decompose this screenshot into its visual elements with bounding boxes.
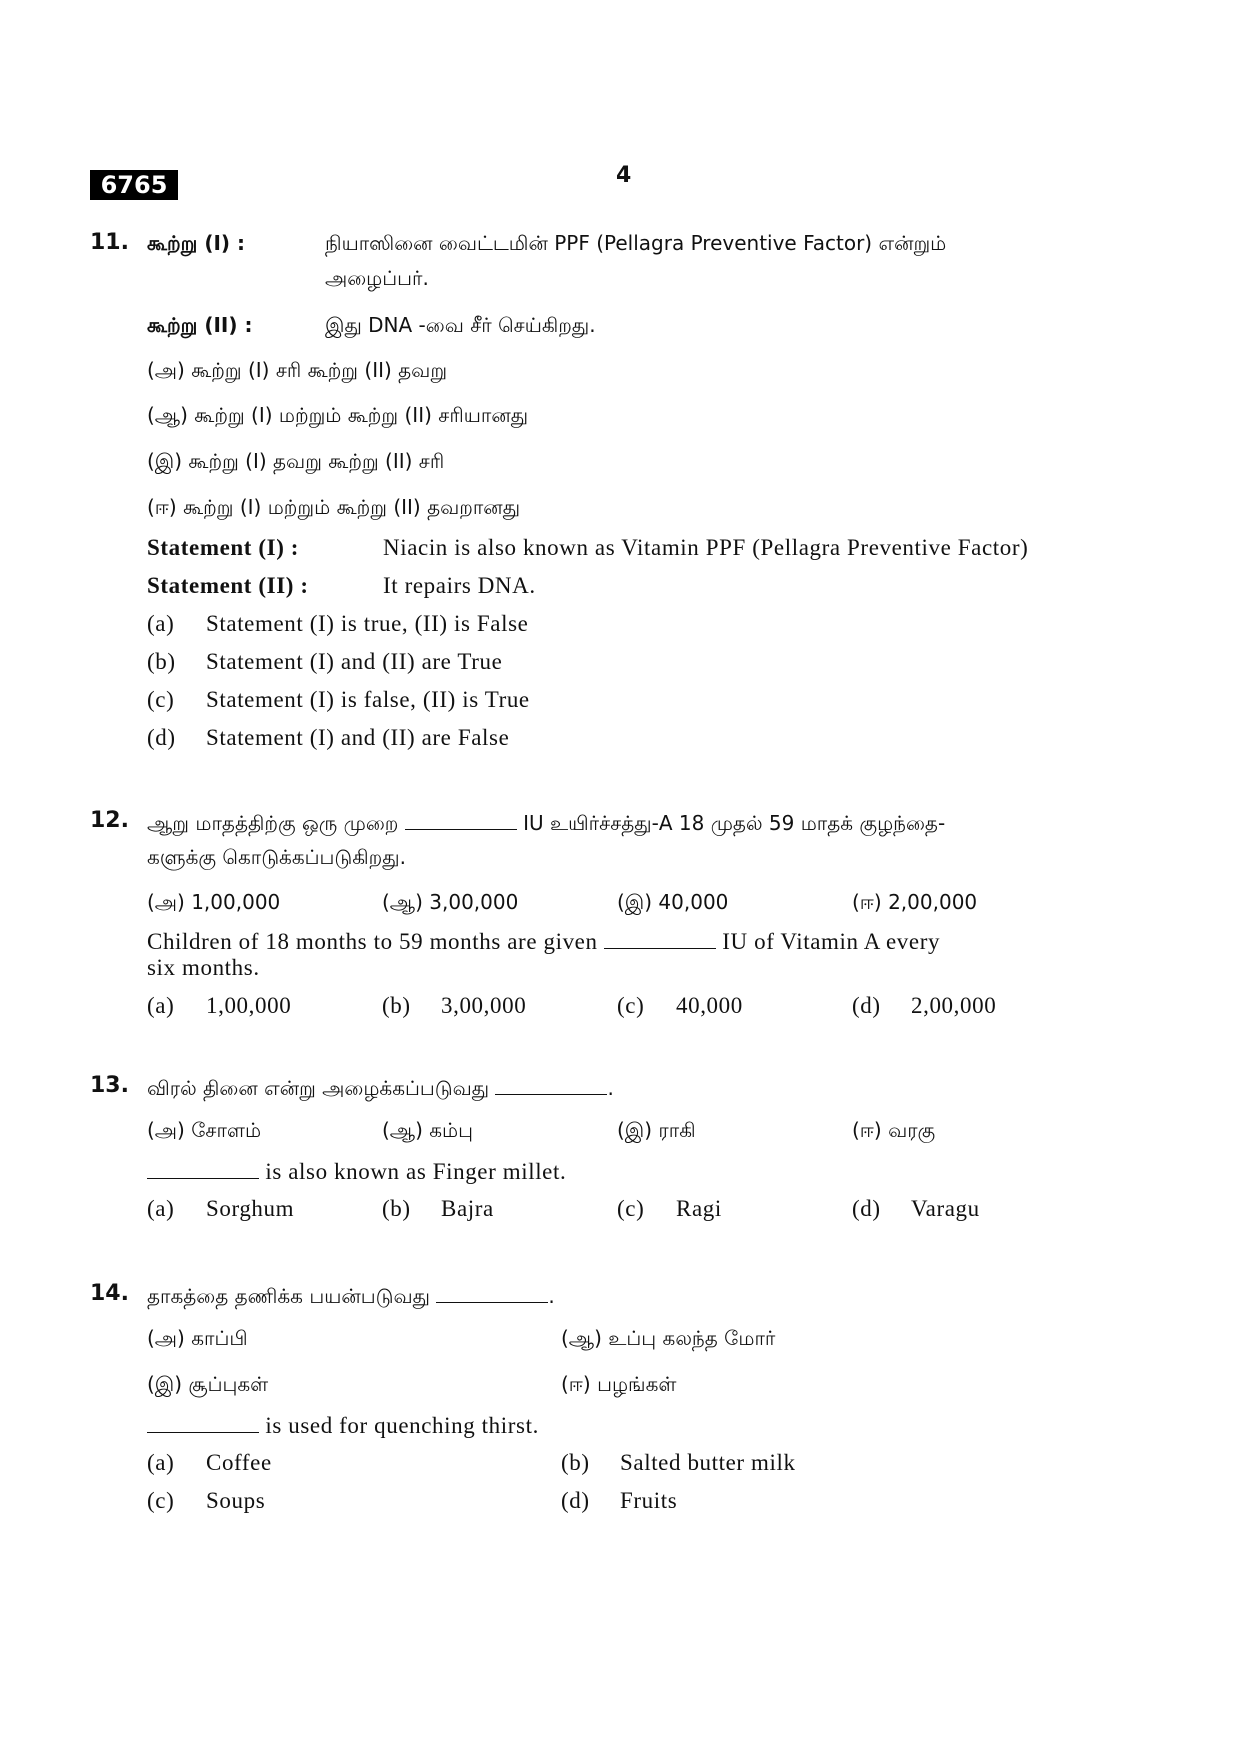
option-text: Coffee — [206, 1450, 272, 1475]
option: (இ) சூப்புகள் — [147, 1372, 269, 1396]
statement-text: நியாஸினை வைட்டமின் PPF (Pellagra Preventive Factor) என்றும் — [325, 231, 947, 255]
option-label: (c) — [617, 993, 645, 1018]
question-number: 11. — [90, 230, 129, 255]
answer-blank — [147, 1412, 259, 1433]
option-label: (d) — [561, 1488, 590, 1513]
statement-label: கூற்று (I) : — [147, 231, 246, 255]
option: (அ) காப்பி — [147, 1326, 248, 1350]
option-text: 40,000 — [676, 993, 743, 1018]
option: (ஆ) உப்பு கலந்த மோர் — [561, 1326, 776, 1350]
option: (ஈ) வரகு — [852, 1118, 936, 1142]
option-text: Soups — [206, 1488, 266, 1513]
option: (இ) 40,000 — [617, 890, 729, 914]
option-label: (b) — [147, 649, 176, 674]
answer-blank — [405, 809, 517, 830]
answer-blank — [147, 1158, 259, 1179]
option-label: (d) — [147, 725, 176, 750]
page-number: 4 — [616, 163, 632, 188]
option: (ஈ) 2,00,000 — [852, 890, 978, 914]
option-text: Statement (I) and (II) are False — [206, 725, 510, 750]
question-text: களுக்கு கொடுக்கப்படுகிறது. — [147, 845, 406, 869]
question-text: Children of 18 months to 59 months are given IU of Vitamin A every — [147, 929, 941, 954]
statement-label: Statement (II) : — [147, 573, 309, 598]
option: (ஈ) பழங்கள் — [561, 1372, 677, 1396]
statement-text: It repairs DNA. — [383, 573, 536, 598]
option-label: (a) — [147, 1196, 175, 1221]
option-text: Sorghum — [206, 1196, 295, 1221]
option: (ஆ) கூற்று (I) மற்றும் கூற்று (II) சரியானது — [147, 403, 529, 427]
option-label: (c) — [147, 1488, 175, 1513]
question-text: விரல் தினை என்று அழைக்கப்படுவது . — [147, 1076, 614, 1100]
option-text: Bajra — [441, 1196, 494, 1221]
option-text: Statement (I) is true, (II) is False — [206, 611, 529, 636]
option-label: (c) — [617, 1196, 645, 1221]
question-number: 13. — [90, 1073, 129, 1098]
option-text: Varagu — [911, 1196, 980, 1221]
option-label: (b) — [382, 1196, 411, 1221]
statement-label: Statement (I) : — [147, 535, 300, 560]
statement-text: Niacin is also known as Vitamin PPF (Pellagra Preventive Factor) — [383, 535, 1029, 560]
question-text: is used for quenching thirst. — [147, 1412, 539, 1439]
question-text: is also known as Finger millet. — [147, 1158, 566, 1185]
option: (அ) கூற்று (I) சரி கூற்று (II) தவறு — [147, 358, 448, 382]
statement-text: இது DNA -வை சீர் செய்கிறது. — [325, 313, 596, 337]
statement-text: அழைப்பர். — [325, 266, 429, 290]
option-text: Salted butter milk — [620, 1450, 796, 1475]
question-text: தாகத்தை தணிக்க பயன்படுவது . — [147, 1284, 555, 1308]
option-label: (a) — [147, 993, 175, 1018]
statement-label: கூற்று (II) : — [147, 313, 253, 337]
option: (ஈ) கூற்று (I) மற்றும் கூற்று (II) தவறானது — [147, 495, 521, 519]
option: (அ) 1,00,000 — [147, 890, 281, 914]
option-text: Statement (I) and (II) are True — [206, 649, 503, 674]
option: (ஆ) 3,00,000 — [382, 890, 519, 914]
answer-blank — [604, 928, 716, 949]
option-label: (a) — [147, 1450, 175, 1475]
option-label: (d) — [852, 993, 881, 1018]
paper-code: 6765 — [90, 170, 178, 200]
question-text: ஆறு மாதத்திற்கு ஒரு முறை IU உயிர்ச்சத்து-A 18 முதல் 59 மாதக் குழந்தை- — [147, 811, 946, 835]
option-text: 2,00,000 — [911, 993, 997, 1018]
question-number: 12. — [90, 808, 129, 833]
option-label: (b) — [561, 1450, 590, 1475]
option-text: Statement (I) is false, (II) is True — [206, 687, 530, 712]
option-label: (c) — [147, 687, 175, 712]
question-text: six months. — [147, 955, 260, 980]
option: (இ) கூற்று (I) தவறு கூற்று (II) சரி — [147, 449, 445, 473]
option-text: Fruits — [620, 1488, 678, 1513]
option: (அ) சோளம் — [147, 1118, 262, 1142]
answer-blank — [495, 1074, 607, 1095]
option: (ஆ) கம்பு — [382, 1118, 474, 1142]
option-text: Ragi — [676, 1196, 722, 1221]
option-label: (d) — [852, 1196, 881, 1221]
option-label: (a) — [147, 611, 175, 636]
question-number: 14. — [90, 1281, 129, 1306]
answer-blank — [436, 1282, 548, 1303]
option-text: 1,00,000 — [206, 993, 292, 1018]
option-text: 3,00,000 — [441, 993, 527, 1018]
option-label: (b) — [382, 993, 411, 1018]
option: (இ) ராகி — [617, 1118, 696, 1142]
